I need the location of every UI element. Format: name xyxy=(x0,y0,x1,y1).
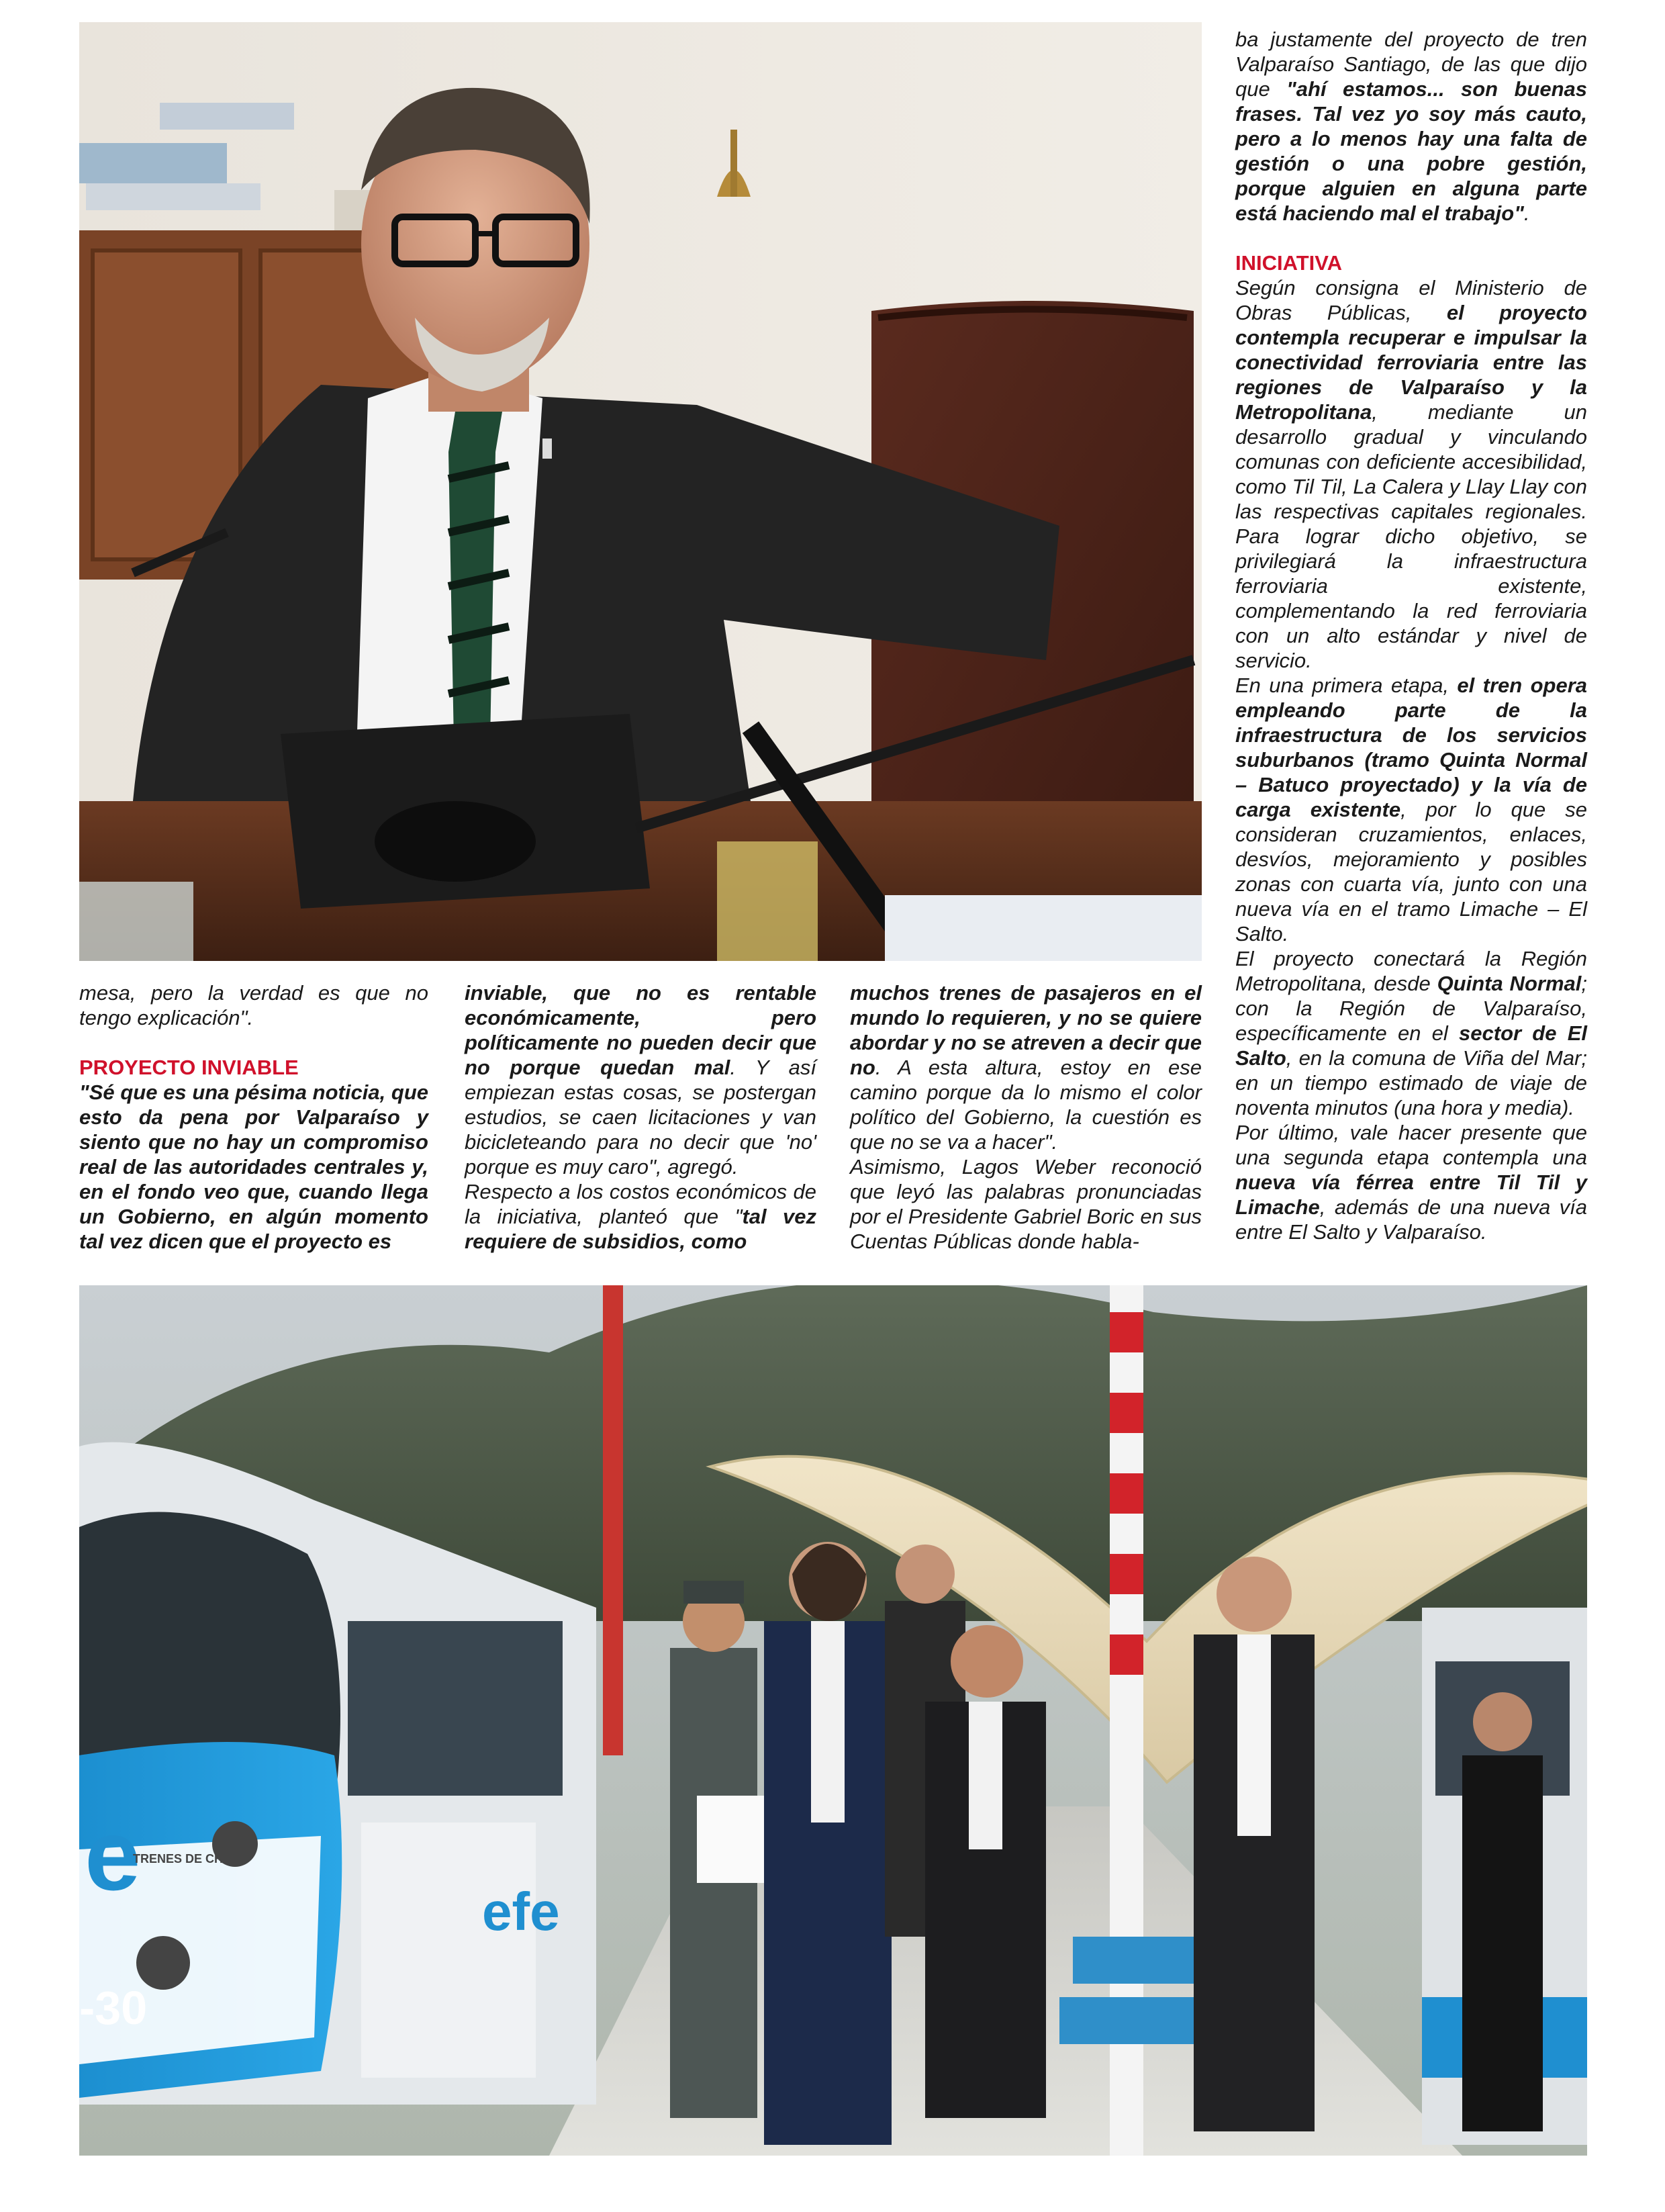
paragraph: "Sé que es una pésima noticia, que esto da pena por Valparaíso y siento que no hay un compromiso real de las autoridades centrales y, en el fondo veo que, cuando llega un Gobierno, en algún momento tal vez dicen que el proyecto es xyxy=(79,1080,428,1253)
bold-text: Quinta Normal xyxy=(1437,972,1582,995)
train-logo-e: e xyxy=(85,1798,141,1911)
train-side-logo: efe xyxy=(482,1882,560,1941)
paragraph xyxy=(1235,1120,1587,1244)
paragraph xyxy=(850,980,1202,1154)
paragraph xyxy=(1235,673,1587,946)
train-logo-trenes: TRENES DE CHILE xyxy=(133,1852,242,1865)
text-column-4 xyxy=(1235,27,1587,1244)
bold-quote: inviable, que no es rentable económicamente, pero políticamente no pueden decir que no porque quedan mal xyxy=(465,981,816,1079)
text-span: , además de una nueva vía entre El Salto y Valparaíso. xyxy=(1235,1195,1587,1244)
text-span: Respecto a los costos económicos de la iniciativa, planteó que " xyxy=(465,1180,816,1228)
subheading-proyecto-inviable: PROYECTO INVIABLE xyxy=(79,1056,299,1079)
bottom-photo xyxy=(79,1285,1587,2156)
text-span: , por lo que se consideran cruzamientos, enlaces, desvíos, mejoramiento y posibles zonas con cuarta vía, junto con una nueva vía en el tramo Limache – El Salto. xyxy=(1235,798,1587,946)
text-span: Por último, vale hacer presente que una segunda etapa contempla una xyxy=(1235,1121,1587,1169)
bold-quote: muchos trenes de pasajeros en el mundo lo requieren, y no se quiere abordar y no se atreven a decir que no xyxy=(850,981,1202,1079)
text-span: , mediante un desarrollo gradual y vinculando comunas con deficiente accesibilidad, como Til Til, La Calera y Llay Llay con las respectivas capitales regionales. Para lograr dicho objetivo, se privilegiará la infraestructura ferroviaria existente, complementando la red ferroviaria con un alto estándar y nivel de servicio. xyxy=(1235,400,1587,672)
train-station-photo-illustration xyxy=(79,1285,1587,2156)
paragraph xyxy=(465,980,816,1179)
bold-quote: tal vez requiere de subsidios, como xyxy=(465,1205,816,1253)
train-number: -30 xyxy=(79,1982,148,2034)
text-span: ba justamente del proyecto de tren Valparaíso Santiago, de las que dijo que xyxy=(1235,28,1587,101)
bold-quote: "ahí estamos... son buenas frases. Tal vez yo soy más cauto, pero a lo menos hay una falta de gestión o una pobre gestión, porque alguien en alguna parte está haciendo mal el trabajo" xyxy=(1235,77,1587,225)
text-span: . Y así empiezan estas cosas, se postergan estudios, se caen licitaciones y van bicicleteando para no decir que 'no' porque es muy caro", agregó. xyxy=(465,1056,816,1179)
text-column-2 xyxy=(465,980,816,1254)
bold-text: el proyecto contempla recuperar e impulsar la conectividad ferroviaria entre las regiones de Valparaíso y la Metropolitana xyxy=(1235,301,1587,424)
senator-photo-illustration xyxy=(79,22,1202,961)
text-span: , en la comuna de Viña del Mar; en un tiempo estimado de viaje de noventa minutos (una hora y media). xyxy=(1235,1046,1587,1119)
paragraph: Asimismo, Lagos Weber reconoció que leyó las palabras pronunciadas por el Presidente Gabriel Boric en sus Cuentas Públicas donde habla- xyxy=(850,1155,1202,1253)
text-span: . A esta altura, estoy en ese camino porque da lo mismo el color político del Gobierno, la cuestión es que no se va a hacer". xyxy=(850,1056,1202,1154)
paragraph xyxy=(1235,27,1587,226)
text-span: ; con la Región de Valparaíso, específicamente en el xyxy=(1235,972,1587,1045)
text-span: El proyecto conectará la Región Metropolitana, desde xyxy=(1235,947,1587,995)
text-span: Según consigna el Ministerio de Obras Públicas, xyxy=(1235,276,1587,324)
paragraph: mesa, pero la verdad es que no tengo explicación". xyxy=(79,981,428,1029)
text-span: . xyxy=(1523,201,1530,225)
paragraph xyxy=(465,1179,816,1254)
text-column-1 xyxy=(79,980,428,1254)
bold-text: nueva vía férrea entre Til Til y Limache xyxy=(1235,1170,1587,1219)
text-span: En una primera etapa, xyxy=(1235,674,1458,697)
paragraph xyxy=(1235,946,1587,1120)
top-photo xyxy=(79,22,1202,961)
bold-text: el tren opera empleando parte de la infraestructura de los servicios suburbanos (tramo Quinta Normal – Batuco proyectado) y la vía de carga existente xyxy=(1235,674,1588,821)
text-column-3 xyxy=(850,980,1202,1254)
bold-text: sector de El Salto xyxy=(1235,1021,1587,1070)
paragraph xyxy=(1235,275,1587,673)
subheading-iniciativa: INICIATIVA xyxy=(1235,251,1343,275)
